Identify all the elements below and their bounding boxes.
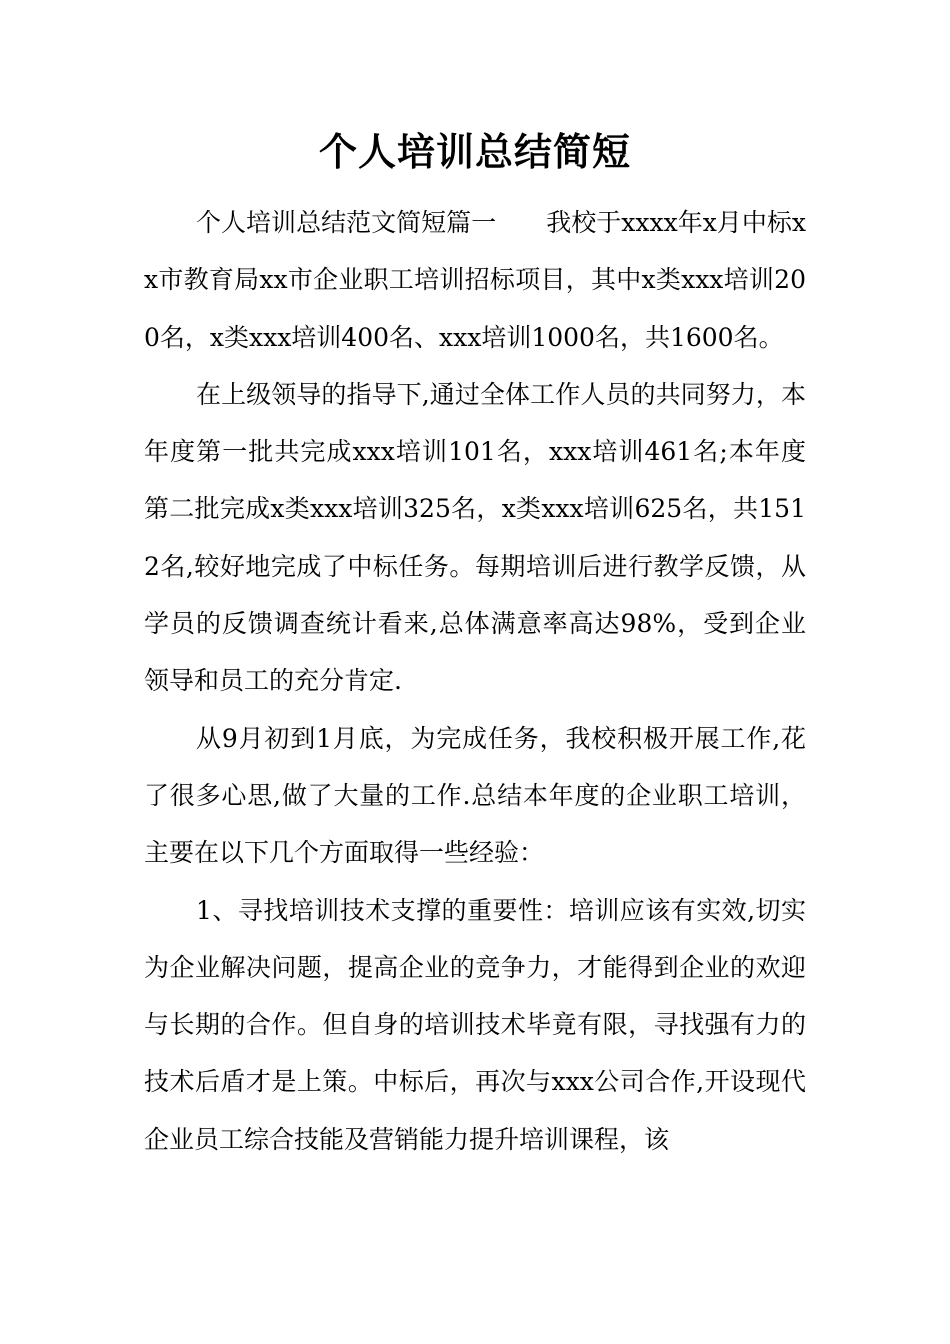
paragraph-4: 1、寻找培训技术支撑的重要性：培训应该有实效,切实为企业解决问题，提高企业的竞争力，才能得到企业的欢迎与长期的合作。但自身的培训技术毕竟有限，寻找强有力的技术后盾才是上策。中标后，再次与xxx公司合作,开设现代企业员工综合技能及营销能力提升培训课程，该: [144, 895, 806, 1154]
paragraph-1: 个人培训总结范文简短篇一 我校于xxxx年x月中标xx市教育局xx市企业职工培训招标项目，其中x类xxx培训200名，x类xxx培训400名、xxx培训1000名，共1600名。: [144, 208, 806, 352]
paragraph-3: 从9月初到1月底，为完成任务，我校积极开展工作,花了很多心思,做了大量的工作.总结本年度的企业职工培训，主要在以下几个方面取得一些经验：: [144, 723, 806, 868]
document-body: [144, 194, 806, 1168]
paragraph-2: 在上级领导的指导下,通过全体工作人员的共同努力，本年度第一批共完成xxx培训101名，xxx培训461名;本年度第二批完成x类xxx培训325名，x类xxx培训625名，共1512名,较好地完成了中标任务。每期培训后进行教学反馈，从学员的反馈调查统计看来,总体满意率高达98%，受到企业领导和员工的充分肯定.: [144, 379, 806, 696]
document-title: 个人培训总结简短: [318, 129, 631, 174]
